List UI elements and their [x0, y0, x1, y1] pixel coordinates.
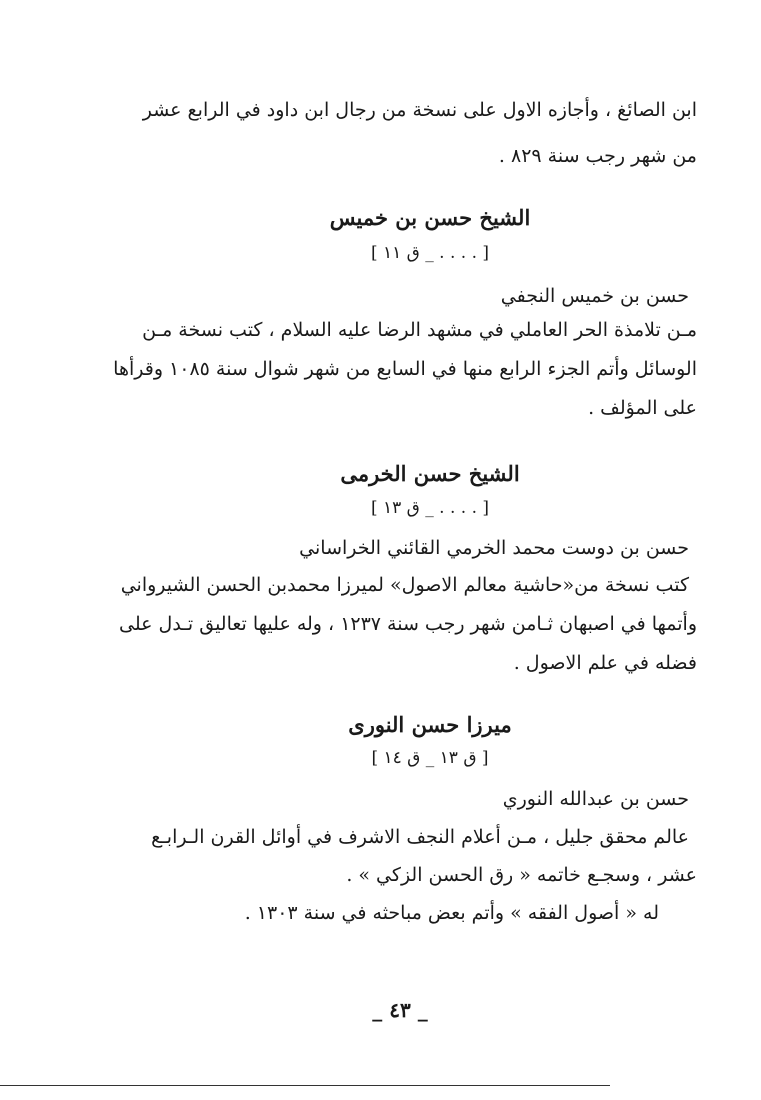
entry-title: الشيخ حسن الخرمى [340, 461, 520, 486]
entry-dates: [ . . . . _ ق ١١ ] [370, 243, 490, 263]
entry-name: حسن بن دوست محمد الخرمي القائني الخراساني [299, 537, 689, 559]
entry-body-line: كتب نسخة من«حاشية معالم الاصول» لميرزا محمدبن الحسن الشيرواني [120, 574, 689, 596]
entry-name: حسن بن خميس النجفي [500, 285, 689, 307]
entry-body-line: عالم محقق جليل ، مـن أعلام النجف الاشرف في أوائل القرن الـرابـع [151, 826, 689, 848]
entry-body-line: مـن تلامذة الحر العاملي في مشهد الرضا عليه السلام ، كتب نسخة مـن [142, 319, 697, 341]
entry-body-line: عشر ، وسجـع خاتمه « رق الحسن الزكي » . [346, 864, 697, 886]
entry-dates: [ ق ١٣ _ ق ١٤ ] [371, 748, 489, 768]
entry-body-line: له « أصول الفقه » وأتم بعض مباحثه في سنة ١٣٠٣ . [244, 902, 659, 924]
page-number: _ ٤٣ _ [372, 998, 428, 1022]
entry-title: ميرزا حسن النورى [348, 712, 512, 737]
entry-body-line: فضله في علم الاصول . [513, 652, 697, 674]
intro-line-1: ابن الصائغ ، وأجازه الاول على نسخة من رجال ابن داود في الرابع عشر [142, 99, 697, 121]
entry-title: الشيخ حسن بن خميس [329, 205, 531, 230]
entry-name: حسن بن عبدالله النوري [502, 788, 689, 810]
bottom-divider [0, 1085, 610, 1086]
entry-dates: [ . . . . _ ق ١٣ ] [370, 498, 490, 518]
entry-body-line: وأتمها في اصبهان ثـامن شهر رجب سنة ١٢٣٧ ، وله عليها تعاليق تـدل على [119, 613, 697, 635]
intro-line-2: من شهر رجب سنة ٨٢٩ . [498, 145, 697, 167]
entry-body-line: على المؤلف . [588, 397, 697, 419]
entry-body-line: الوسائل وأتم الجزء الرابع منها في السابع من شهر شوال سنة ١٠٨٥ وقرأها [113, 358, 697, 380]
